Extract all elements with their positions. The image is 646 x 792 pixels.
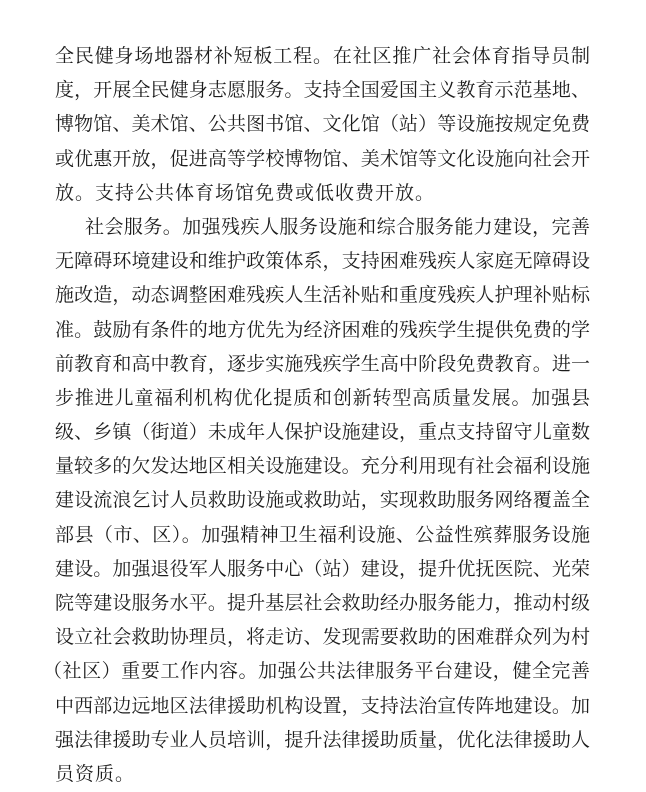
text-line: 中西部边远地区法律援助机构设置，支持法治宣传阵地建设。加 bbox=[55, 695, 590, 717]
text-line: 设立社会救助协理员，将走访、发现需要救助的困难群众列为村 bbox=[55, 627, 590, 649]
text-line: 院等建设服务水平。提升基层社会救助经办服务能力，推动村级 bbox=[55, 593, 590, 614]
text-line: （社区）重要工作内容。加强公共法律服务平台建设，健全完善 bbox=[43, 661, 590, 683]
text-line: 度，开展全民健身志愿服务。支持全国爱国主义教育示范基地、 bbox=[55, 80, 590, 102]
text-line: 量较多的欠发达地区相关设施建设。充分利用现有社会福利设施 bbox=[55, 456, 590, 478]
text-line: 建设。加强退役军人服务中心（站）建设，提升优抚医院、光荣 bbox=[55, 558, 590, 580]
text-line: 无障碍环境建设和维护政策体系，支持困难残疾人家庭无障碍设 bbox=[55, 251, 590, 273]
paragraph bbox=[55, 40, 590, 211]
text-line: 前教育和高中教育，逐步实施残疾学生高中阶段免费教育。进一 bbox=[55, 353, 590, 375]
text-line: 级、乡镇（街道）未成年人保护设施建设，重点支持留守儿童数 bbox=[55, 422, 590, 444]
text-line: 强法律援助专业人员培训，提升法律援助质量，优化法律援助人 bbox=[55, 729, 590, 751]
text-line: 或优惠开放，促进高等学校博物馆、美术馆等文化设施向社会开 bbox=[55, 148, 590, 170]
paragraph bbox=[43, 211, 590, 792]
text-line: 步推进儿童福利机构优化提质和创新转型高质量发展。加强县 bbox=[55, 387, 590, 409]
text-line: 放。支持公共体育场馆免费或低收费开放。 bbox=[55, 182, 436, 204]
text-line: 建设流浪乞讨人员救助设施或救助站，实现救助服务网络覆盖全 bbox=[55, 490, 590, 512]
text-line: 部县（市、区）。加强精神卫生福利设施、公益性殡葬服务设施 bbox=[55, 524, 590, 546]
text-line: 施改造，动态调整困难残疾人生活补贴和重度残疾人护理补贴标 bbox=[55, 285, 590, 307]
text-line: 全民健身场地器材补短板工程。在社区推广社会体育指导员制 bbox=[55, 46, 590, 67]
text-line: 博物馆、美术馆、公共图书馆、文化馆（站）等设施按规定免费 bbox=[55, 114, 590, 136]
text-line: 社会服务。加强残疾人服务设施和综合服务能力建设，完善 bbox=[85, 216, 590, 238]
text-line: 准。鼓励有条件的地方优先为经济困难的残疾学生提供免费的学 bbox=[55, 319, 590, 341]
text-line: 员资质。 bbox=[55, 763, 136, 785]
